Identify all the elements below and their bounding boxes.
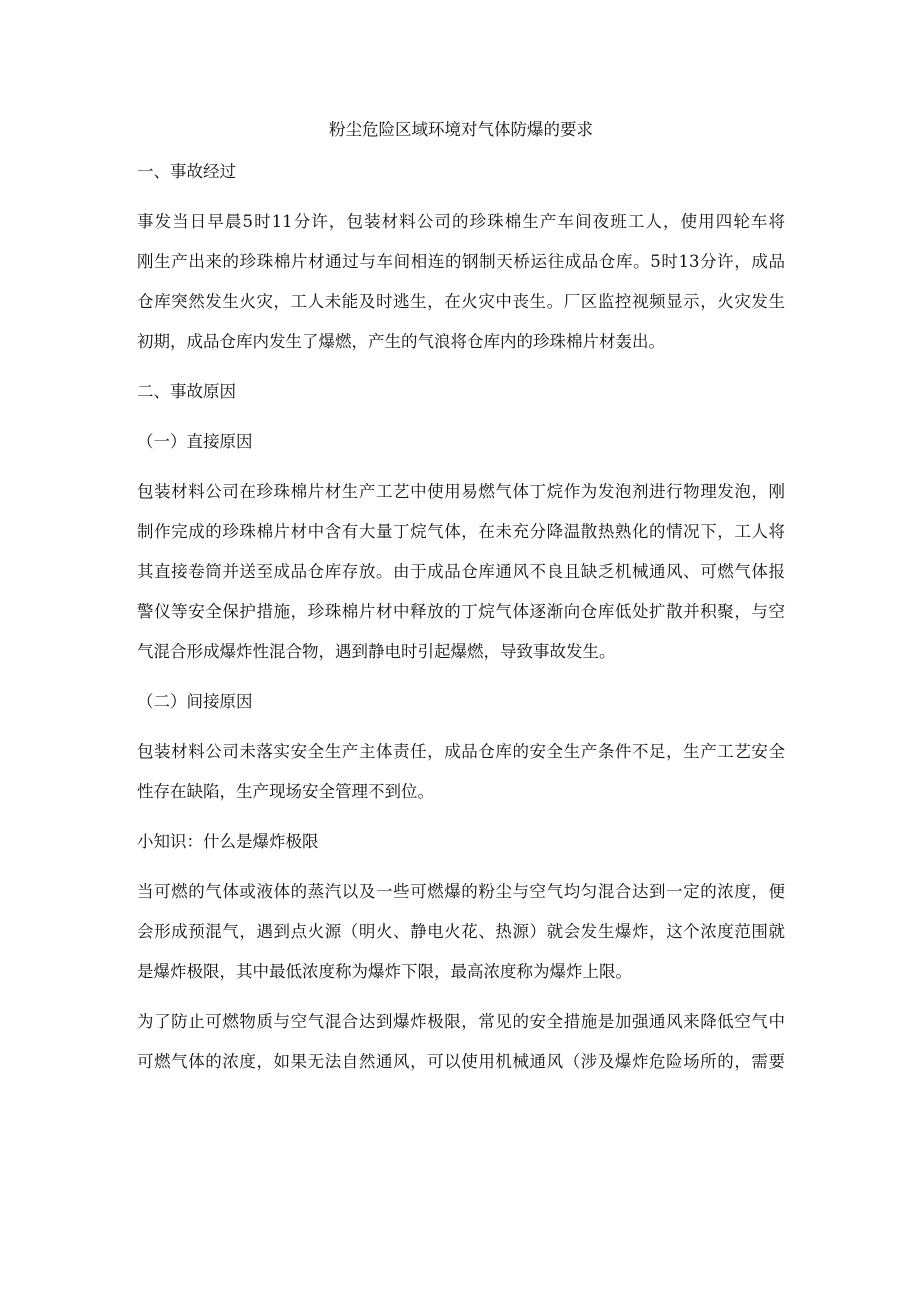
paragraph-line: 其直接卷筒并送至成品仓库存放。由于成品仓库通风不良且缺乏机械通风、可燃气体报 — [137, 562, 785, 581]
paragraph-line: 会形成预混气，遇到点火源（明火、静电火花、热源）就会发生爆炸，这个浓度范围就 — [137, 922, 785, 941]
paragraph-line: 可燃气体的浓度，如果无法自然通风，可以使用机械通风（涉及爆炸危险场所的，需要 — [137, 1052, 785, 1071]
paragraph-line: 刚生产出来的珍珠棉片材通过与车间相连的钢制天桥运往成品仓库。5时13分许，成品 — [137, 252, 785, 271]
paragraph — [137, 872, 785, 992]
section-heading: （二）间接原因 — [137, 692, 253, 711]
section-heading: 一、事故经过 — [137, 162, 236, 181]
section-heading: （一）直接原因 — [137, 432, 253, 451]
paragraph — [137, 1002, 785, 1082]
paragraph-line: 警仪等安全保护措施，珍珠棉片材中释放的丁烷气体逐渐向仓库低处扩散并积聚，与空 — [137, 602, 785, 621]
paragraph-line: 性存在缺陷，生产现场安全管理不到位。 — [137, 782, 434, 801]
paragraph-line: 初期，成品仓库内发生了爆燃，产生的气浪将仓库内的珍珠棉片材轰出。 — [137, 332, 665, 351]
document-sections — [137, 152, 785, 1082]
section-heading: 二、事故原因 — [137, 382, 236, 401]
paragraph-line: 仓库突然发生火灾，工人未能及时逃生，在火灾中丧生。厂区监控视频显示，火灾发生 — [137, 292, 785, 311]
paragraph-line: 为了防止可燃物质与空气混合达到爆炸极限，常见的安全措施是加强通风来降低空气中 — [137, 1012, 785, 1031]
paragraph-line: 当可燃的气体或液体的蒸汽以及一些可燃爆的粉尘与空气均匀混合达到一定的浓度，便 — [137, 882, 785, 901]
paragraph — [137, 202, 785, 362]
paragraph-line: 事发当日早晨5时11分许，包装材料公司的珍珠棉生产车间夜班工人，使用四轮车将 — [137, 212, 785, 231]
paragraph — [137, 472, 785, 672]
paragraph-line: 制作完成的珍珠棉片材中含有大量丁烷气体，在未充分降温散热熟化的情况下，工人将 — [137, 522, 785, 541]
section-heading: 小知识：什么是爆炸极限 — [137, 832, 319, 851]
paragraph-line: 气混合形成爆炸性混合物，遇到静电时引起爆燃，导致事故发生。 — [137, 642, 616, 661]
document-body — [137, 110, 785, 1092]
paragraph-line: 包装材料公司在珍珠棉片材生产工艺中使用易燃气体丁烷作为发泡剂进行物理发泡，刚 — [137, 482, 785, 501]
paragraph-line: 是爆炸极限，其中最低浓度称为爆炸下限，最高浓度称为爆炸上限。 — [137, 962, 632, 981]
page-title: 粉尘危险区域环境对气体防爆的要求 — [329, 120, 593, 139]
paragraph — [137, 732, 785, 812]
paragraph-line: 包装材料公司未落实安全生产主体责任，成品仓库的安全生产条件不足，生产工艺安全 — [137, 742, 785, 761]
